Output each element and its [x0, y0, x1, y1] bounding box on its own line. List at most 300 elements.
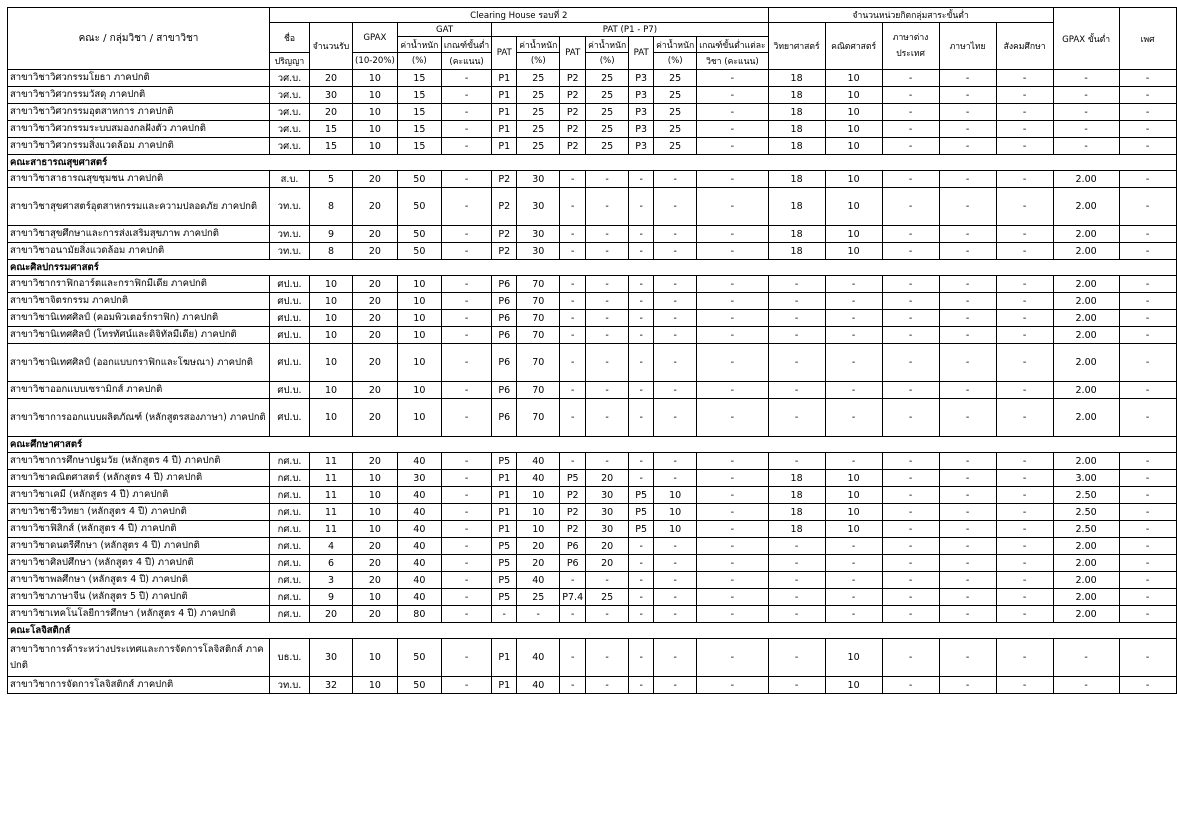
degree: วท.บ. — [270, 677, 310, 694]
math-credits: - — [825, 453, 882, 470]
pat-1: P5 — [492, 555, 517, 572]
foreign-credits: - — [882, 243, 939, 260]
science-credits: - — [768, 572, 825, 589]
gpax-percent: 20 — [353, 293, 398, 310]
social-credits: - — [996, 121, 1053, 138]
thai-credits: - — [939, 344, 996, 382]
quota: 11 — [310, 504, 353, 521]
pat-1: P5 — [492, 453, 517, 470]
sex: - — [1119, 171, 1176, 188]
gpax-min: 2.00 — [1053, 171, 1119, 188]
quota: 5 — [310, 171, 353, 188]
pat-3: - — [629, 171, 654, 188]
social-credits: - — [996, 327, 1053, 344]
quota: 11 — [310, 521, 353, 538]
social-credits: - — [996, 677, 1053, 694]
degree: กศ.บ. — [270, 538, 310, 555]
sex: - — [1119, 138, 1176, 155]
program-name: สาขาวิชาวิศวกรรมสิ่งแวดล้อม ภาคปกติ — [8, 138, 270, 155]
social-credits: - — [996, 504, 1053, 521]
degree: วศ.บ. — [270, 70, 310, 87]
gat-min: - — [441, 677, 491, 694]
pat-3-weight: - — [654, 276, 697, 293]
pat-1-weight: 70 — [517, 293, 560, 310]
gpax-min: - — [1053, 121, 1119, 138]
gpax-min: 2.00 — [1053, 538, 1119, 555]
gat-min: - — [441, 521, 491, 538]
math-credits: - — [825, 399, 882, 437]
degree: กศ.บ. — [270, 589, 310, 606]
math-credits: - — [825, 293, 882, 310]
sex: - — [1119, 382, 1176, 399]
degree: วศ.บ. — [270, 104, 310, 121]
pat-1: P1 — [492, 504, 517, 521]
science-credits: - — [768, 327, 825, 344]
quota: 10 — [310, 310, 353, 327]
pat-1-weight: 70 — [517, 276, 560, 293]
gat-min: - — [441, 121, 491, 138]
social-credits: - — [996, 470, 1053, 487]
foreign-credits: - — [882, 399, 939, 437]
sex: - — [1119, 276, 1176, 293]
gat-min: - — [441, 310, 491, 327]
quota: 10 — [310, 327, 353, 344]
pat-2-weight: - — [586, 171, 629, 188]
pat-2-weight: - — [586, 276, 629, 293]
faculty-section-row — [8, 155, 1177, 171]
sex: - — [1119, 293, 1176, 310]
gat-weight: 30 — [397, 470, 441, 487]
gat-weight: 40 — [397, 572, 441, 589]
math-credits: - — [825, 538, 882, 555]
degree: ศป.บ. — [270, 293, 310, 310]
pat-min: - — [697, 171, 768, 188]
thai-credits: - — [939, 606, 996, 623]
pat-1-weight: 70 — [517, 310, 560, 327]
sex: - — [1119, 677, 1176, 694]
pat-1: P6 — [492, 293, 517, 310]
program-row — [8, 606, 1177, 623]
program-row — [8, 538, 1177, 555]
pat-1-weight: 10 — [517, 521, 560, 538]
header-gpax-min: GPAX ขั้นต่ำ — [1053, 8, 1119, 70]
gat-weight: 40 — [397, 453, 441, 470]
pat-3-weight: - — [654, 538, 697, 555]
gat-weight: 10 — [397, 293, 441, 310]
pat-2: P2 — [560, 521, 586, 538]
sex: - — [1119, 589, 1176, 606]
pat-2: - — [560, 188, 586, 226]
pat-2-weight: 30 — [586, 504, 629, 521]
thai-credits: - — [939, 171, 996, 188]
quota: 30 — [310, 639, 353, 677]
pat-1: P5 — [492, 589, 517, 606]
social-credits: - — [996, 453, 1053, 470]
faculty-section-row — [8, 260, 1177, 276]
program-name: สาขาวิชาคณิตศาสตร์ (หลักสูตร 4 ปี) ภาคปกติ — [8, 470, 270, 487]
social-credits: - — [996, 538, 1053, 555]
pat-1: P1 — [492, 521, 517, 538]
degree: วท.บ. — [270, 226, 310, 243]
thai-credits: - — [939, 310, 996, 327]
quota: 10 — [310, 344, 353, 382]
sex: - — [1119, 87, 1176, 104]
sex: - — [1119, 344, 1176, 382]
program-name: สาขาวิชาวิศวกรรมอุตสาหการ ภาคปกติ — [8, 104, 270, 121]
pat-1: P1 — [492, 470, 517, 487]
gpax-min: 2.00 — [1053, 226, 1119, 243]
program-name: สาขาวิชาออกแบบเซรามิกส์ ภาคปกติ — [8, 382, 270, 399]
gpax-percent: 20 — [353, 276, 398, 293]
pat-2-weight: 25 — [586, 87, 629, 104]
gpax-percent: 20 — [353, 399, 398, 437]
gpax-percent: 10 — [353, 589, 398, 606]
gat-weight: 10 — [397, 382, 441, 399]
pat-2: P2 — [560, 87, 586, 104]
pat-3: P5 — [629, 504, 654, 521]
gat-min: - — [441, 504, 491, 521]
gpax-percent: 10 — [353, 677, 398, 694]
program-name: สาขาวิชาการค้าระหว่างประเทศและการจัดการโลจิสติกส์ ภาคปกติ — [8, 639, 270, 677]
thai-credits: - — [939, 399, 996, 437]
gpax-min: 2.00 — [1053, 243, 1119, 260]
math-credits: - — [825, 310, 882, 327]
science-credits: - — [768, 538, 825, 555]
program-name: สาขาวิชาศิลปศึกษา (หลักสูตร 4 ปี) ภาคปกติ — [8, 555, 270, 572]
science-credits: 18 — [768, 243, 825, 260]
quota: 6 — [310, 555, 353, 572]
math-credits: 10 — [825, 87, 882, 104]
gpax-min: 2.00 — [1053, 310, 1119, 327]
pat-1: P1 — [492, 70, 517, 87]
pat-2: - — [560, 243, 586, 260]
pat-3-weight: - — [654, 344, 697, 382]
quota: 10 — [310, 399, 353, 437]
gat-weight: 15 — [397, 138, 441, 155]
science-credits: - — [768, 606, 825, 623]
program-name: สาขาวิชากราฟิกอาร์ตและกราฟิกมีเดีย ภาคปกติ — [8, 276, 270, 293]
degree: วศ.บ. — [270, 121, 310, 138]
pat-min: - — [697, 327, 768, 344]
degree: บธ.บ. — [270, 639, 310, 677]
pat-1: P1 — [492, 87, 517, 104]
program-row — [8, 327, 1177, 344]
degree: ศป.บ. — [270, 310, 310, 327]
pat-3-weight: - — [654, 293, 697, 310]
science-credits: - — [768, 293, 825, 310]
pat-1-weight: 25 — [517, 138, 560, 155]
gat-weight: 80 — [397, 606, 441, 623]
table-body — [8, 70, 1177, 694]
pat-3: P3 — [629, 121, 654, 138]
pat-1: P1 — [492, 121, 517, 138]
social-credits: - — [996, 226, 1053, 243]
pat-1: P1 — [492, 639, 517, 677]
foreign-credits: - — [882, 606, 939, 623]
pat-1-weight: 25 — [517, 589, 560, 606]
pat-2: P2 — [560, 121, 586, 138]
pat-2-weight: - — [586, 399, 629, 437]
math-credits: 10 — [825, 121, 882, 138]
pat-min: - — [697, 555, 768, 572]
science-credits: - — [768, 382, 825, 399]
gpax-percent: 20 — [353, 382, 398, 399]
gat-min: - — [441, 87, 491, 104]
gpax-min: 2.00 — [1053, 453, 1119, 470]
gpax-min: 2.50 — [1053, 487, 1119, 504]
pat-3: - — [629, 226, 654, 243]
pat-2-weight: 25 — [586, 70, 629, 87]
sex: - — [1119, 555, 1176, 572]
program-row — [8, 470, 1177, 487]
program-row — [8, 521, 1177, 538]
program-row — [8, 344, 1177, 382]
foreign-credits: - — [882, 572, 939, 589]
sex: - — [1119, 639, 1176, 677]
header-science: วิทยาศาสตร์ — [768, 23, 825, 70]
sex: - — [1119, 521, 1176, 538]
thai-credits: - — [939, 538, 996, 555]
program-row — [8, 504, 1177, 521]
science-credits: - — [768, 399, 825, 437]
pat-3-weight: - — [654, 639, 697, 677]
pat-3: P3 — [629, 104, 654, 121]
pat-2: P6 — [560, 555, 586, 572]
gpax-min: - — [1053, 677, 1119, 694]
program-row — [8, 572, 1177, 589]
science-credits: 18 — [768, 87, 825, 104]
pat-3-weight: - — [654, 606, 697, 623]
degree: กศ.บ. — [270, 470, 310, 487]
pat-3-weight: - — [654, 470, 697, 487]
pat-min: - — [697, 538, 768, 555]
pat-2: P2 — [560, 70, 586, 87]
math-credits: 10 — [825, 104, 882, 121]
social-credits: - — [996, 276, 1053, 293]
social-credits: - — [996, 344, 1053, 382]
pat-min: - — [697, 606, 768, 623]
gpax-min: - — [1053, 104, 1119, 121]
gat-min: - — [441, 171, 491, 188]
foreign-credits: - — [882, 589, 939, 606]
gpax-percent: 20 — [353, 344, 398, 382]
pat-2-weight: 25 — [586, 138, 629, 155]
pat-1-weight: 30 — [517, 243, 560, 260]
math-credits: 10 — [825, 188, 882, 226]
pat-3-weight: - — [654, 382, 697, 399]
pat-3-weight: 25 — [654, 70, 697, 87]
degree: กศ.บ. — [270, 504, 310, 521]
faculty-name: คณะโลจิสติกส์ — [8, 623, 1177, 639]
foreign-credits: - — [882, 382, 939, 399]
gat-min: - — [441, 344, 491, 382]
program-row — [8, 243, 1177, 260]
program-name: สาขาวิชาการออกแบบผลิตภัณฑ์ (หลักสูตรสองภาษา) ภาคปกติ — [8, 399, 270, 437]
gpax-min: - — [1053, 70, 1119, 87]
gpax-percent: 20 — [353, 555, 398, 572]
pat-2-weight: 25 — [586, 121, 629, 138]
program-row — [8, 87, 1177, 104]
thai-credits: - — [939, 226, 996, 243]
gpax-percent: 20 — [353, 453, 398, 470]
gpax-min: 2.00 — [1053, 188, 1119, 226]
foreign-credits: - — [882, 104, 939, 121]
pat-1: P1 — [492, 487, 517, 504]
gat-weight: 10 — [397, 399, 441, 437]
header-gat-min-top: เกณฑ์ขั้นต่ำ — [441, 37, 491, 53]
program-row — [8, 589, 1177, 606]
program-name: สาขาวิชานิเทศศิลป์ (ออกแบบกราฟิกและโฆษณา) ภาคปกติ — [8, 344, 270, 382]
pat-3-weight: - — [654, 555, 697, 572]
gat-weight: 50 — [397, 188, 441, 226]
science-credits: - — [768, 344, 825, 382]
degree: วศ.บ. — [270, 87, 310, 104]
pat-3-weight: 10 — [654, 504, 697, 521]
program-row — [8, 276, 1177, 293]
pat-3: - — [629, 606, 654, 623]
pat-2-weight: - — [586, 188, 629, 226]
degree: ศป.บ. — [270, 399, 310, 437]
pat-2: - — [560, 399, 586, 437]
sex: - — [1119, 606, 1176, 623]
sex: - — [1119, 188, 1176, 226]
pat-min: - — [697, 226, 768, 243]
gpax-percent: 10 — [353, 470, 398, 487]
pat-2-weight: - — [586, 382, 629, 399]
sex: - — [1119, 310, 1176, 327]
gat-min: - — [441, 138, 491, 155]
pat-2: - — [560, 639, 586, 677]
gpax-min: 2.00 — [1053, 382, 1119, 399]
program-name: สาขาวิชานิเทศศิลป์ (โทรทัศน์และดิจิทัลมีเดีย) ภาคปกติ — [8, 327, 270, 344]
gat-weight: 50 — [397, 639, 441, 677]
pat-1-weight: 10 — [517, 504, 560, 521]
pat-1: P5 — [492, 538, 517, 555]
header-pat-1: PAT — [492, 37, 517, 70]
sex: - — [1119, 327, 1176, 344]
program-row — [8, 639, 1177, 677]
math-credits: - — [825, 327, 882, 344]
pat-min: - — [697, 382, 768, 399]
pat-3: - — [629, 677, 654, 694]
thai-credits: - — [939, 327, 996, 344]
sex: - — [1119, 538, 1176, 555]
header-program: คณะ / กลุ่มวิชา / สาขาวิชา — [8, 8, 270, 70]
pat-2: - — [560, 344, 586, 382]
pat-2-weight: - — [586, 453, 629, 470]
thai-credits: - — [939, 589, 996, 606]
math-credits: - — [825, 344, 882, 382]
foreign-credits: - — [882, 677, 939, 694]
program-name: สาขาวิชาฟิสิกส์ (หลักสูตร 4 ปี) ภาคปกติ — [8, 521, 270, 538]
pat-2: P6 — [560, 538, 586, 555]
pat-1: - — [492, 606, 517, 623]
pat-2: P2 — [560, 138, 586, 155]
degree: กศ.บ. — [270, 606, 310, 623]
program-row — [8, 226, 1177, 243]
pat-2: - — [560, 276, 586, 293]
foreign-credits: - — [882, 276, 939, 293]
math-credits: - — [825, 555, 882, 572]
science-credits: 18 — [768, 188, 825, 226]
gat-weight: 15 — [397, 87, 441, 104]
quota: 11 — [310, 470, 353, 487]
pat-3: - — [629, 310, 654, 327]
gpax-percent: 20 — [353, 171, 398, 188]
pat-1-weight: 70 — [517, 399, 560, 437]
pat-3: P3 — [629, 138, 654, 155]
social-credits: - — [996, 589, 1053, 606]
thai-credits: - — [939, 504, 996, 521]
pat-1: P6 — [492, 276, 517, 293]
science-credits: 18 — [768, 226, 825, 243]
degree: กศ.บ. — [270, 572, 310, 589]
program-name: สาขาวิชาดนตรีศึกษา (หลักสูตร 4 ปี) ภาคปกติ — [8, 538, 270, 555]
gat-min: - — [441, 104, 491, 121]
pat-min: - — [697, 121, 768, 138]
program-row — [8, 104, 1177, 121]
foreign-credits: - — [882, 521, 939, 538]
foreign-credits: - — [882, 453, 939, 470]
thai-credits: - — [939, 382, 996, 399]
foreign-credits: - — [882, 188, 939, 226]
program-name: สาขาวิชาวิศวกรรมโยธา ภาคปกติ — [8, 70, 270, 87]
gat-weight: 40 — [397, 521, 441, 538]
header-pat-1-weight-top: ค่าน้ำหนัก — [517, 37, 560, 53]
gat-weight: 40 — [397, 555, 441, 572]
foreign-credits: - — [882, 310, 939, 327]
foreign-credits: - — [882, 171, 939, 188]
pat-3-weight: - — [654, 399, 697, 437]
math-credits: 10 — [825, 487, 882, 504]
gat-min: - — [441, 70, 491, 87]
social-credits: - — [996, 243, 1053, 260]
social-credits: - — [996, 555, 1053, 572]
gpax-percent: 20 — [353, 310, 398, 327]
math-credits: 10 — [825, 677, 882, 694]
pat-1-weight: 20 — [517, 538, 560, 555]
program-name: สาขาวิชาสุขศาสตร์อุตสาหกรรมและความปลอดภัย ภาคปกติ — [8, 188, 270, 226]
foreign-credits: - — [882, 293, 939, 310]
pat-min: - — [697, 487, 768, 504]
pat-1: P2 — [492, 243, 517, 260]
pat-1-weight: 40 — [517, 639, 560, 677]
pat-min: - — [697, 243, 768, 260]
program-row — [8, 188, 1177, 226]
gpax-percent: 20 — [353, 572, 398, 589]
gat-min: - — [441, 555, 491, 572]
foreign-credits: - — [882, 121, 939, 138]
pat-2: P2 — [560, 504, 586, 521]
pat-min: - — [697, 639, 768, 677]
pat-2: P2 — [560, 487, 586, 504]
foreign-credits: - — [882, 504, 939, 521]
gat-min: - — [441, 399, 491, 437]
sex: - — [1119, 470, 1176, 487]
social-credits: - — [996, 70, 1053, 87]
thai-credits: - — [939, 677, 996, 694]
gat-weight: 40 — [397, 589, 441, 606]
science-credits: 18 — [768, 470, 825, 487]
gat-min: - — [441, 572, 491, 589]
social-credits: - — [996, 606, 1053, 623]
program-row — [8, 121, 1177, 138]
foreign-credits: - — [882, 327, 939, 344]
math-credits: 10 — [825, 226, 882, 243]
gpax-percent: 10 — [353, 87, 398, 104]
gat-weight: 10 — [397, 327, 441, 344]
header-pat-min-top: เกณฑ์ขั้นต่ำแต่ละ — [697, 37, 768, 53]
